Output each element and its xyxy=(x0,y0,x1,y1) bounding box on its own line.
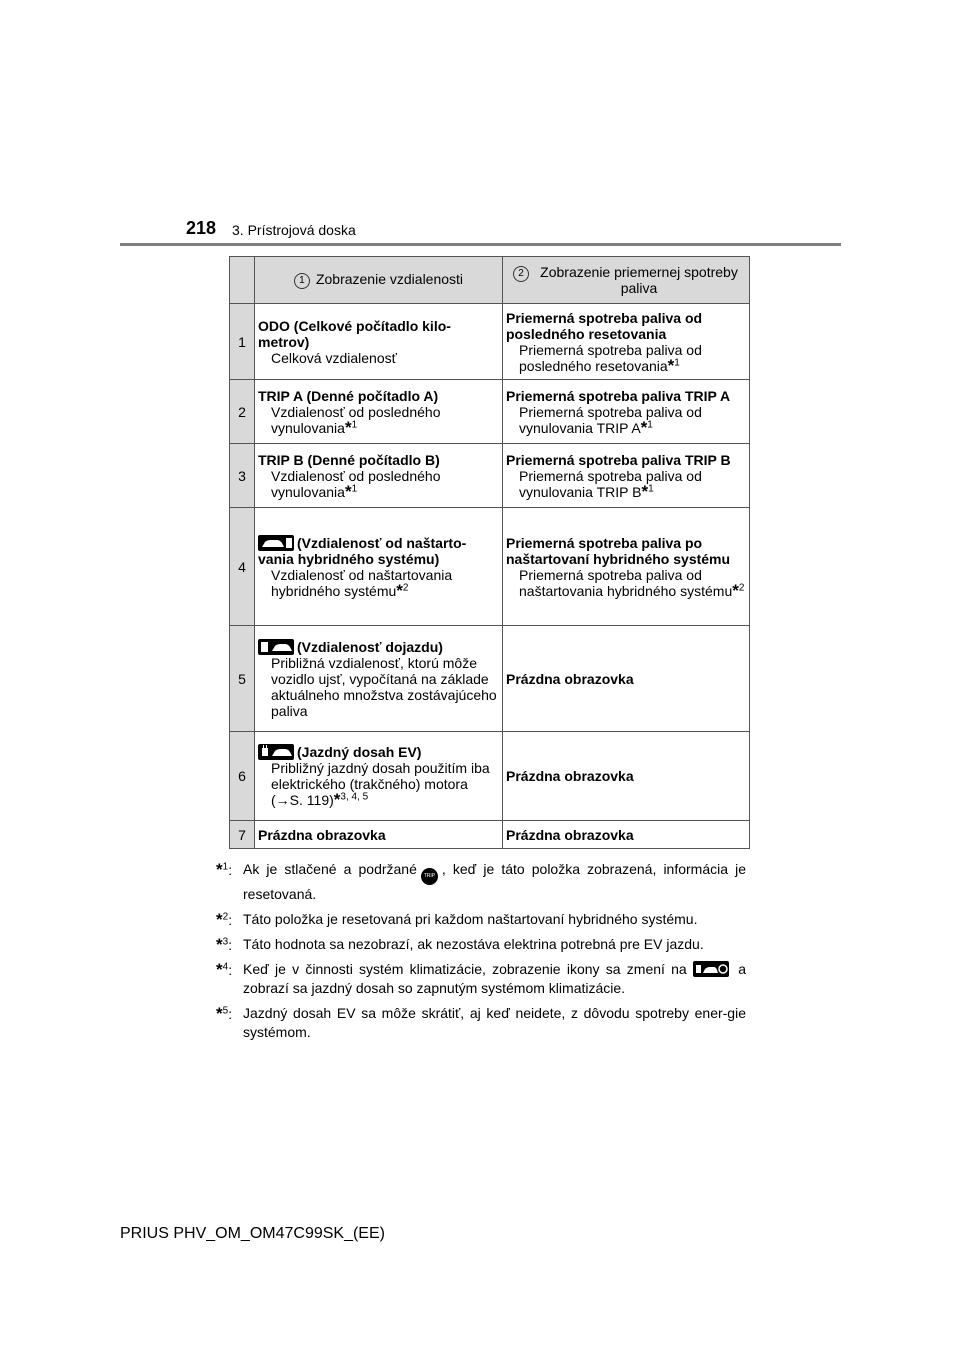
footnote-text: Jazdný dosah EV sa môže skrátiť, aj keď neidete, z dôvodu spotreby ener-gie systémom. xyxy=(243,1005,746,1040)
row-number: 2 xyxy=(230,380,255,444)
footnote-text: Ak je stlačené a podržané xyxy=(243,861,417,877)
col2-header xyxy=(503,257,750,304)
row-desc: Približný jazdný dosah použitím iba elektrického (trakčného) motora (→S. 119) xyxy=(271,760,490,808)
table-row: 4 (Vzdialenosť od naštarto-vania hybridného systému) Vzdialenosť od naštartovania hybridného systému*$^2$ Priemerná spotreba paliva po naštartovaní hybridného systému Priemerná spotreba paliva od naštartovania hybridného systému*$^2$ xyxy=(230,508,750,626)
footnote-ref: 2 xyxy=(738,581,745,593)
table-row: 6 (Jazdný dosah EV) Približný jazdný dosah použitím iba elektrického (trakčného) motora (→S. 119)*$^{3, 4, 5}$ Prázdna obrazovka xyxy=(230,732,750,821)
row-title: TRIP B (Denné počítadlo B) xyxy=(258,451,440,468)
footnote-ref: 3, 4, 5 xyxy=(340,791,369,803)
row-title: TRIP A (Denné počítadlo A) xyxy=(258,387,439,404)
footnote-mark: 4 xyxy=(222,961,229,973)
empty-screen-label: Prázdna obrazovka xyxy=(258,826,386,843)
ev-range-climate-icon xyxy=(693,961,729,977)
row-number: 7 xyxy=(230,821,255,849)
table-row: 3 TRIP B (Denné počítadlo B) Vzdialenosť od posledného vynulovania*$^1$ Priemerná spotreba paliva TRIP B Priemerná spotreba paliva od vynulovania TRIP B*$^1$ xyxy=(230,444,750,508)
header-corner xyxy=(230,257,255,304)
col2-marker: 2 xyxy=(513,266,529,282)
col1-header xyxy=(255,257,503,304)
col1-header-label: Zobrazenie vzdialenosti xyxy=(315,271,464,287)
row-title: Priemerná spotreba paliva od posledného resetovania xyxy=(506,309,703,342)
footnote-ref: 1 xyxy=(674,356,680,368)
footnote: *$^5$: Jazdný dosah EV sa môže skrátiť, aj keď neidete, z dôvodu spotreby ener-gie systémom. xyxy=(216,1004,746,1040)
footnote-ref: 1 xyxy=(648,482,654,494)
footnotes xyxy=(216,860,746,1048)
footnote-text: Táto položka je resetovaná pri každom naštartovaní hybridného systému. xyxy=(243,911,698,927)
empty-screen-label: Prázdna obrazovka xyxy=(506,826,634,843)
table-row: 2 TRIP A (Denné počítadlo A) Vzdialenosť od posledného vynulovania*$^1$ Priemerná spotreba paliva TRIP A Priemerná spotreba paliva od vynulovania TRIP A*$^1$ xyxy=(230,380,750,444)
fuel-range-icon xyxy=(258,639,294,655)
row-title: Priemerná spotreba paliva po naštartovaní hybridného systému xyxy=(506,534,731,567)
table-row xyxy=(230,821,750,849)
row-number: 3 xyxy=(230,444,255,508)
ev-range-icon xyxy=(258,744,294,760)
footnote-mark: 2 xyxy=(222,911,229,923)
footnote: *$^2$: Táto položka je resetovaná pri každom naštartovaní hybridného systému. xyxy=(216,910,698,929)
footnote-text: a zobrazí sa jazdný dosah so zapnutým systémom klimatizácie. xyxy=(243,961,747,996)
header-rule xyxy=(120,243,841,246)
empty-screen-label: Prázdna obrazovka xyxy=(506,670,634,687)
footnote-text: Keď je v činnosti systém klimatizácie, zobrazenie ikony sa zmení na xyxy=(243,961,687,977)
footnote-text: , keď je táto položka zobrazená, informácia je resetovaná. xyxy=(243,861,746,902)
display-table xyxy=(229,256,750,849)
footnote-ref: 2 xyxy=(402,581,409,593)
row-title: Priemerná spotreba paliva TRIP A xyxy=(506,387,731,404)
footnote-mark: 3 xyxy=(222,936,229,948)
row-desc: Vzdialenosť od posledného vynulovania xyxy=(271,403,441,436)
col1-marker: 1 xyxy=(294,273,310,289)
footnote: *$^1$: Ak je stlačené a podržané TRIP , keď je táto položka zobrazená, informácia je resetovaná. xyxy=(216,860,746,902)
row-desc: Vzdialenosť od naštartovania hybridného systému xyxy=(271,566,453,599)
row-number: 6 xyxy=(230,732,255,821)
document-code: PRIUS PHV_OM_OM47C99SK_(EE) xyxy=(120,1225,385,1242)
row-desc: Priemerná spotreba paliva od posledného resetovania xyxy=(519,341,702,374)
table-header-row xyxy=(230,257,750,304)
footnote-mark: 1 xyxy=(222,861,229,873)
row-desc: Priemerná spotreba paliva od vynulovania TRIP B xyxy=(519,467,702,500)
footnote-text: Táto hodnota sa nezobrazí, ak nezostáva elektrina potrebná pre EV jazdu. xyxy=(243,936,704,952)
row-title: (Jazdný dosah EV) xyxy=(297,744,422,760)
row-title: (Vzdialenosť dojazdu) xyxy=(297,638,443,655)
page-number: 218 xyxy=(186,218,217,238)
row-desc: Celková vzdialenosť xyxy=(271,349,397,366)
row-number: 5 xyxy=(230,626,255,732)
footnote-ref: 1 xyxy=(647,418,653,430)
row-desc: Približná vzdialenosť, ktorú môže vozidlo ujsť, vypočítaná na základe aktuálneho množstva zostávajúceho paliva xyxy=(271,654,497,719)
row-desc: Priemerná spotreba paliva od naštartovania hybridného systému xyxy=(519,566,733,599)
car-start-distance-icon xyxy=(258,535,294,551)
table-row: 1 ODO (Celkové počítadlo kilo-metrov) Celková vzdialenosť Priemerná spotreba paliva od posledného resetovania Priemerná spotreba paliva od posledného resetovania*$^1$ xyxy=(230,304,750,380)
row-number: 4 xyxy=(230,508,255,626)
row-title: (Vzdialenosť od naštarto-vania hybridného systému) xyxy=(258,534,467,567)
empty-screen-label: Prázdna obrazovka xyxy=(506,768,634,784)
row-number: 1 xyxy=(230,304,255,380)
row-desc: Vzdialenosť od posledného vynulovania xyxy=(271,467,441,500)
col2-header-label: Zobrazenie priemernej spotreby paliva xyxy=(540,264,738,296)
footnote: *$^4$: Keď je v činnosti systém klimatizácie, zobrazenie ikony sa zmení na a zobrazí sa jazdný dosah so zapnutým systémom klimatizácie. xyxy=(216,960,747,996)
table-row xyxy=(230,626,750,732)
footnote-ref: 1 xyxy=(351,482,358,494)
footnote-mark: 5 xyxy=(222,1005,229,1017)
footnote: *$^3$: Táto hodnota sa nezobrazí, ak nezostáva elektrina potrebná pre EV jazdu. xyxy=(216,935,704,954)
footnote-ref: 1 xyxy=(351,418,358,430)
trip-button-icon: TRIP xyxy=(421,868,438,885)
row-title: Priemerná spotreba paliva TRIP B xyxy=(506,451,731,468)
row-title: ODO (Celkové počítadlo kilo-metrov) xyxy=(258,317,451,350)
chapter-title: 3. Prístrojová doska xyxy=(232,222,356,238)
row-desc: Priemerná spotreba paliva od vynulovania TRIP A xyxy=(519,403,702,436)
